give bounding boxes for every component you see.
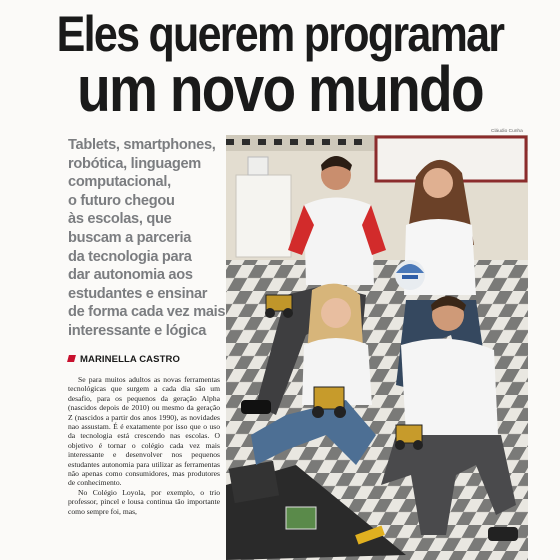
lede-line: robótica, linguagem — [68, 155, 201, 172]
lede-line: de forma cada vez mais — [68, 304, 226, 321]
headline-line-2: um novo mundo — [77, 53, 483, 125]
lede-line: computacional, — [68, 174, 171, 191]
lede — [68, 136, 228, 341]
lede-line: buscam a parceria — [68, 229, 192, 246]
lede-line: às escolas, que — [68, 211, 172, 228]
lede-line: o futuro chegou — [68, 192, 175, 209]
headline-line-1: Eles querem programar — [56, 6, 504, 62]
article-photo — [226, 135, 528, 560]
lede-line: estudantes e ensinar — [68, 285, 208, 302]
lede-line: dar autonomia aos — [68, 267, 193, 284]
body-paragraph: Se para muitos adultos as novas ferramentas tecnológicas que surgem a cada dia são um desafio, para os pequenos da geração Alpha (nascidos depois de 2010) ou mesmo da geração Z (nascidos a partir dos anos 1990), as novidades nao assustam. É é exatamente por isso que o uso da tecnologia está crescendo nas escolas. O objetivo é tornar o colégio cada vez mais interessante e desenvolver nos pequenos estudantes autonomia para utilizar as ferramentas não apenas como consumidores, mas produtores de conhecimento. — [68, 375, 220, 488]
photo-students-robotics — [226, 135, 528, 560]
lede-line: Tablets, smartphones, — [68, 137, 216, 153]
article-body — [68, 375, 220, 516]
photo-credit: Cláudio Cunha — [491, 129, 523, 134]
byline — [68, 354, 180, 365]
byline-author: MARINELLA CASTRO — [80, 354, 180, 365]
byline-marker-icon — [67, 355, 76, 362]
body-paragraph: No Colégio Loyola, por exemplo, o trio professor, pincel e lousa continua tão importante como sempre foi, mas, — [68, 487, 220, 516]
lede-line: da tecnologia para — [68, 248, 192, 265]
lede-line: interessante e lógica — [68, 322, 207, 339]
